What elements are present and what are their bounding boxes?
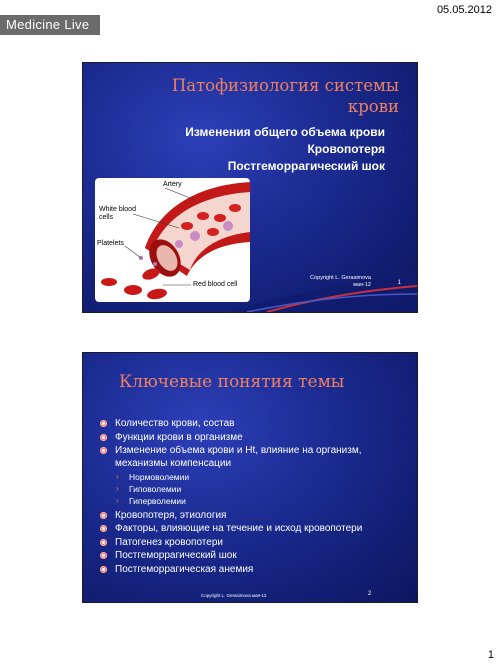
slide-1-number: 1 [397, 280, 401, 286]
slide-2-title: Ключевые понятия темы [119, 372, 345, 392]
sub-list-item: › Гиперволемии [116, 495, 186, 506]
arrow-bullet-icon: › [116, 471, 119, 481]
page-number: 1 [487, 649, 494, 661]
bullet-icon [100, 552, 107, 559]
label-platelets: Platelets [97, 240, 124, 247]
bullet-icon [100, 512, 107, 519]
slide-1-subtitles [185, 124, 385, 175]
bullet-icon [100, 434, 107, 441]
list-item: Изменение объема крови и Ht, влияние на организм, механизмы компенсации [99, 444, 409, 470]
bullet-icon [100, 447, 107, 454]
list-item: Функции крови в организме [99, 431, 409, 444]
subtitle-line: Постгеморрагический шок [227, 159, 385, 173]
slide-2 [82, 352, 418, 603]
label-red-blood-cell: Red blood cell [193, 281, 238, 288]
label-white-blood-cells: White blood cells [99, 206, 136, 221]
slide-1-copyright: Copyright L. Gerasimova мая-12 [310, 275, 371, 288]
key-concepts-list [99, 417, 409, 576]
arrow-bullet-icon: › [116, 495, 119, 505]
label-artery: Artery [163, 181, 182, 188]
sub-list-item: › Нормоволемии [116, 471, 190, 482]
list-item: Постгеморрагическая анемия [99, 563, 409, 576]
list-item: Патогенез кровопотери [99, 536, 409, 549]
list-item: Постгеморрагический шок [99, 549, 409, 562]
slide-2-number: 2 [368, 591, 372, 597]
sub-list-item: › Гиповолемии [116, 483, 182, 494]
list-item: Кровопотеря, этиология [99, 509, 409, 522]
slide-1 [82, 62, 418, 313]
list-item: Факторы, влияющие на течение и исход кровопотери [99, 522, 409, 535]
slide-1-title: Патофизиология системы крови [171, 76, 399, 116]
bullet-icon [100, 420, 107, 427]
site-logo: Medicine Live [0, 15, 100, 35]
subtitle-line: Изменения общего объема крови [185, 125, 385, 139]
bullet-icon [100, 525, 107, 532]
slide-2-copyright: Copyright L. Gerasimova мая-12 [201, 593, 267, 598]
bullet-icon [100, 539, 107, 546]
print-date: 05.05.2012 [436, 4, 492, 16]
list-item: Количество крови, состав [99, 417, 409, 430]
arrow-bullet-icon: › [116, 483, 119, 493]
subtitle-line: Кровопотеря [307, 142, 385, 156]
bullet-icon [100, 566, 107, 573]
